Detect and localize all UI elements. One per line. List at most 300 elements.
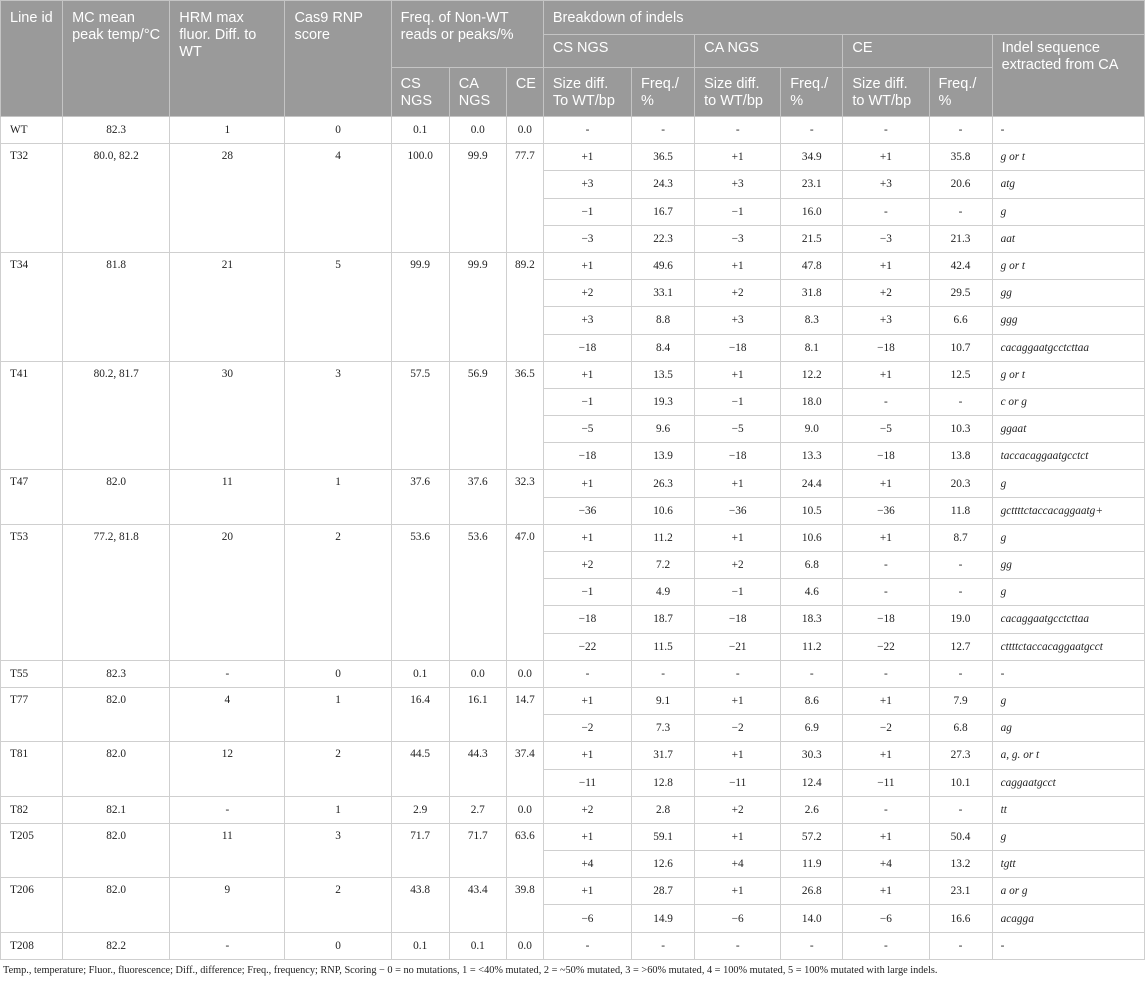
freq-pct-cs-cell: - — [632, 660, 695, 687]
freq-pct-cs-cell: 7.2 — [632, 552, 695, 579]
header-size-ce: Size diff. to WT/bp — [843, 68, 929, 117]
freq-pct-ce-cell: 12.5 — [929, 361, 992, 388]
indel-sequence-cell: ag — [992, 715, 1144, 742]
size-cs-cell: +1 — [543, 524, 631, 551]
size-cs-cell: −1 — [543, 388, 631, 415]
hrm-diff-cell: 11 — [170, 823, 285, 877]
cas9-score-cell: 2 — [285, 742, 391, 796]
hrm-diff-cell: 9 — [170, 878, 285, 932]
size-ca-cell: +1 — [695, 144, 781, 171]
freq-pct-ca-cell: 16.0 — [781, 198, 843, 225]
size-ca-cell: +2 — [695, 552, 781, 579]
freq-pct-ce-cell: 8.7 — [929, 524, 992, 551]
size-cs-cell: +4 — [543, 851, 631, 878]
size-cs-cell: −2 — [543, 715, 631, 742]
freq-pct-cs-cell: 8.8 — [632, 307, 695, 334]
table-footnote: Temp., temperature; Fluor., fluorescence; Diff., difference; Freq., frequency; RNP, Scoring − 0 = no mutations, 1 = <40% mutated, 2 = ~50% mutated, 3 = >60% mutated, 4 = 100% mutated, 5 = 100% mutated with large indels. — [3, 964, 938, 976]
size-cs-cell: −1 — [543, 579, 631, 606]
freq-ca-cell: 0.0 — [449, 660, 506, 687]
indel-sequence-cell: cttttctaccacaggaatgcct — [992, 633, 1144, 660]
freq-pct-ce-cell: 35.8 — [929, 144, 992, 171]
table-row — [1, 932, 1145, 959]
header-freq-ce: CE — [506, 68, 543, 117]
mc-temp-cell: 82.1 — [63, 796, 170, 823]
freq-pct-cs-cell: 33.1 — [632, 280, 695, 307]
size-ca-cell: +3 — [695, 171, 781, 198]
freq-cs-cell: 0.1 — [391, 932, 449, 959]
size-ce-cell: +1 — [843, 524, 929, 551]
freq-pct-ce-cell: - — [929, 579, 992, 606]
freq-pct-ca-cell: 23.1 — [781, 171, 843, 198]
freq-ce-cell: 36.5 — [506, 361, 543, 470]
cas9-score-cell: 1 — [285, 796, 391, 823]
freq-pct-ce-cell: 23.1 — [929, 878, 992, 905]
size-ca-cell: +1 — [695, 361, 781, 388]
indel-sequence-cell: g or t — [992, 144, 1144, 171]
freq-pct-ca-cell: 11.9 — [781, 851, 843, 878]
size-ca-cell: −21 — [695, 633, 781, 660]
freq-pct-cs-cell: 13.9 — [632, 443, 695, 470]
indel-sequence-cell: g — [992, 524, 1144, 551]
size-cs-cell: +1 — [543, 144, 631, 171]
line-id-cell: T206 — [1, 878, 63, 932]
freq-ce-cell: 0.0 — [506, 796, 543, 823]
freq-pct-cs-cell: 36.5 — [632, 144, 695, 171]
size-ce-cell: −6 — [843, 905, 929, 932]
freq-cs-cell: 37.6 — [391, 470, 449, 524]
freq-pct-ca-cell: 26.8 — [781, 878, 843, 905]
freq-ce-cell: 14.7 — [506, 687, 543, 741]
size-ce-cell: −18 — [843, 606, 929, 633]
size-ca-cell: −1 — [695, 198, 781, 225]
size-cs-cell: +3 — [543, 171, 631, 198]
line-id-cell: T77 — [1, 687, 63, 741]
size-ca-cell: +1 — [695, 470, 781, 497]
freq-ce-cell: 39.8 — [506, 878, 543, 932]
line-id-cell: T55 — [1, 660, 63, 687]
freq-ce-cell: 32.3 — [506, 470, 543, 524]
size-cs-cell: −11 — [543, 769, 631, 796]
freq-ce-cell: 89.2 — [506, 252, 543, 361]
header-breakdown-ce: CE — [843, 35, 992, 68]
size-ce-cell: +1 — [843, 687, 929, 714]
size-ce-cell: - — [843, 198, 929, 225]
header-breakdown-ca: CA NGS — [695, 35, 843, 68]
mc-temp-cell: 82.0 — [63, 470, 170, 524]
cas9-score-cell: 3 — [285, 361, 391, 470]
indel-sequence-cell: cacaggaatgcctcttaa — [992, 334, 1144, 361]
size-cs-cell: −18 — [543, 443, 631, 470]
freq-pct-ca-cell: 8.3 — [781, 307, 843, 334]
indel-sequence-cell: g — [992, 687, 1144, 714]
freq-pct-ca-cell: 21.5 — [781, 225, 843, 252]
hrm-diff-cell: - — [170, 796, 285, 823]
hrm-diff-cell: - — [170, 932, 285, 959]
freq-pct-cs-cell: 9.1 — [632, 687, 695, 714]
size-cs-cell: +1 — [543, 687, 631, 714]
freq-pct-cs-cell: 13.5 — [632, 361, 695, 388]
freq-pct-ce-cell: 6.6 — [929, 307, 992, 334]
cas9-score-cell: 2 — [285, 878, 391, 932]
size-ca-cell: −36 — [695, 497, 781, 524]
indel-sequence-cell: a, g. or t — [992, 742, 1144, 769]
freq-ce-cell: 47.0 — [506, 524, 543, 660]
size-ca-cell: −18 — [695, 606, 781, 633]
header-freq-pct-ce: Freq./ % — [929, 68, 992, 117]
freq-pct-ca-cell: 4.6 — [781, 579, 843, 606]
freq-cs-cell: 100.0 — [391, 144, 449, 253]
freq-pct-cs-cell: 18.7 — [632, 606, 695, 633]
freq-pct-cs-cell: 7.3 — [632, 715, 695, 742]
freq-pct-ca-cell: 24.4 — [781, 470, 843, 497]
size-ca-cell: −11 — [695, 769, 781, 796]
freq-pct-cs-cell: 16.7 — [632, 198, 695, 225]
freq-pct-cs-cell: - — [632, 932, 695, 959]
size-ce-cell: - — [843, 117, 929, 144]
freq-pct-ca-cell: 31.8 — [781, 280, 843, 307]
size-ce-cell: - — [843, 388, 929, 415]
freq-pct-ca-cell: 10.5 — [781, 497, 843, 524]
freq-pct-ce-cell: - — [929, 198, 992, 225]
freq-ca-cell: 99.9 — [449, 144, 506, 253]
indel-sequence-cell: tgtt — [992, 851, 1144, 878]
size-ca-cell: −1 — [695, 388, 781, 415]
cas9-score-cell: 1 — [285, 470, 391, 524]
indel-sequence-cell: acagga — [992, 905, 1144, 932]
freq-pct-ce-cell: - — [929, 388, 992, 415]
freq-pct-cs-cell: 10.6 — [632, 497, 695, 524]
freq-pct-ca-cell: 18.3 — [781, 606, 843, 633]
header-size-ca: Size diff. to WT/bp — [695, 68, 781, 117]
hrm-diff-cell: - — [170, 660, 285, 687]
header-indel-sequence: Indel sequence extracted from CA — [992, 35, 1144, 117]
freq-pct-cs-cell: 11.5 — [632, 633, 695, 660]
freq-pct-ca-cell: - — [781, 660, 843, 687]
freq-pct-ce-cell: 11.8 — [929, 497, 992, 524]
size-ca-cell: −1 — [695, 579, 781, 606]
indel-sequence-cell: - — [992, 117, 1144, 144]
table-row — [1, 252, 1145, 279]
hrm-diff-cell: 1 — [170, 117, 285, 144]
size-cs-cell: +1 — [543, 742, 631, 769]
cas9-score-cell: 0 — [285, 660, 391, 687]
header-breakdown-cs: CS NGS — [543, 35, 694, 68]
freq-ca-cell: 0.1 — [449, 932, 506, 959]
size-ca-cell: - — [695, 660, 781, 687]
header-freq-group: Freq. of Non-WT reads or peaks/% — [391, 1, 543, 68]
size-ca-cell: −5 — [695, 416, 781, 443]
freq-pct-ce-cell: - — [929, 660, 992, 687]
header-freq-ca: CA NGS — [449, 68, 506, 117]
table-row — [1, 660, 1145, 687]
cas9-score-cell: 0 — [285, 117, 391, 144]
freq-pct-ca-cell: 12.2 — [781, 361, 843, 388]
cas9-score-cell: 2 — [285, 524, 391, 660]
mc-temp-cell: 82.2 — [63, 932, 170, 959]
indel-sequence-cell: - — [992, 932, 1144, 959]
freq-pct-ce-cell: 16.6 — [929, 905, 992, 932]
size-cs-cell: +1 — [543, 878, 631, 905]
size-ce-cell: −11 — [843, 769, 929, 796]
freq-pct-ca-cell: 8.1 — [781, 334, 843, 361]
size-ce-cell: +1 — [843, 252, 929, 279]
mc-temp-cell: 82.3 — [63, 117, 170, 144]
freq-pct-ca-cell: 12.4 — [781, 769, 843, 796]
line-id-cell: T34 — [1, 252, 63, 361]
table-body — [1, 117, 1145, 960]
mc-temp-cell: 80.0, 82.2 — [63, 144, 170, 253]
size-cs-cell: +2 — [543, 552, 631, 579]
freq-cs-cell: 0.1 — [391, 117, 449, 144]
size-ce-cell: - — [843, 796, 929, 823]
freq-ca-cell: 56.9 — [449, 361, 506, 470]
line-id-cell: T81 — [1, 742, 63, 796]
freq-pct-cs-cell: 9.6 — [632, 416, 695, 443]
freq-pct-ca-cell: 57.2 — [781, 823, 843, 850]
size-cs-cell: +2 — [543, 796, 631, 823]
freq-pct-ce-cell: 50.4 — [929, 823, 992, 850]
indel-sequence-cell: g — [992, 823, 1144, 850]
table-row — [1, 524, 1145, 551]
freq-pct-ce-cell: - — [929, 796, 992, 823]
header-mc-temp: MC mean peak temp/°C — [63, 1, 170, 117]
freq-pct-ca-cell: - — [781, 117, 843, 144]
cas9-score-cell: 0 — [285, 932, 391, 959]
line-id-cell: WT — [1, 117, 63, 144]
size-ca-cell: - — [695, 932, 781, 959]
hrm-diff-cell: 12 — [170, 742, 285, 796]
size-ca-cell: −3 — [695, 225, 781, 252]
size-ce-cell: +1 — [843, 144, 929, 171]
freq-pct-cs-cell: 59.1 — [632, 823, 695, 850]
mc-temp-cell: 82.0 — [63, 742, 170, 796]
freq-pct-cs-cell: - — [632, 117, 695, 144]
indel-sequence-cell: caggaatgcct — [992, 769, 1144, 796]
size-ca-cell: −18 — [695, 443, 781, 470]
size-ce-cell: +1 — [843, 742, 929, 769]
header-cas9-score: Cas9 RNP score — [285, 1, 391, 117]
hrm-diff-cell: 30 — [170, 361, 285, 470]
size-ce-cell: +3 — [843, 171, 929, 198]
mc-temp-cell: 82.0 — [63, 823, 170, 877]
table-header — [1, 1, 1145, 117]
freq-pct-cs-cell: 22.3 — [632, 225, 695, 252]
mc-temp-cell: 82.0 — [63, 878, 170, 932]
size-cs-cell: +3 — [543, 307, 631, 334]
size-ce-cell: +1 — [843, 823, 929, 850]
freq-pct-ca-cell: 2.6 — [781, 796, 843, 823]
freq-pct-ce-cell: - — [929, 932, 992, 959]
freq-pct-ca-cell: 8.6 — [781, 687, 843, 714]
freq-pct-ca-cell: 10.6 — [781, 524, 843, 551]
indel-sequence-cell: taccacaggaatgcctct — [992, 443, 1144, 470]
header-freq-pct-cs: Freq./ % — [632, 68, 695, 117]
line-id-cell: T53 — [1, 524, 63, 660]
freq-pct-ce-cell: 6.8 — [929, 715, 992, 742]
freq-pct-ca-cell: - — [781, 932, 843, 959]
freq-pct-ca-cell: 9.0 — [781, 416, 843, 443]
freq-pct-cs-cell: 31.7 — [632, 742, 695, 769]
freq-pct-ca-cell: 30.3 — [781, 742, 843, 769]
freq-cs-cell: 16.4 — [391, 687, 449, 741]
freq-pct-ca-cell: 6.9 — [781, 715, 843, 742]
mc-temp-cell: 82.3 — [63, 660, 170, 687]
table-row — [1, 117, 1145, 144]
size-cs-cell: - — [543, 932, 631, 959]
table-row — [1, 878, 1145, 905]
header-line-id: Line id — [1, 1, 63, 117]
freq-pct-ca-cell: 13.3 — [781, 443, 843, 470]
freq-ce-cell: 0.0 — [506, 660, 543, 687]
freq-pct-cs-cell: 24.3 — [632, 171, 695, 198]
size-ce-cell: +1 — [843, 878, 929, 905]
freq-pct-ce-cell: 20.6 — [929, 171, 992, 198]
size-cs-cell: −3 — [543, 225, 631, 252]
size-ce-cell: +3 — [843, 307, 929, 334]
size-ce-cell: +4 — [843, 851, 929, 878]
line-id-cell: T47 — [1, 470, 63, 524]
size-ca-cell: - — [695, 117, 781, 144]
size-ca-cell: −18 — [695, 334, 781, 361]
freq-pct-ce-cell: 27.3 — [929, 742, 992, 769]
header-hrm: HRM max fluor. Diff. to WT — [170, 1, 285, 117]
header-freq-cs: CS NGS — [391, 68, 449, 117]
line-id-cell: T205 — [1, 823, 63, 877]
size-ce-cell: −5 — [843, 416, 929, 443]
size-ca-cell: −2 — [695, 715, 781, 742]
indel-sequence-cell: tt — [992, 796, 1144, 823]
table-row — [1, 742, 1145, 769]
hrm-diff-cell: 4 — [170, 687, 285, 741]
indel-sequence-cell: - — [992, 660, 1144, 687]
freq-pct-ca-cell: 6.8 — [781, 552, 843, 579]
indel-sequence-cell: g — [992, 470, 1144, 497]
size-cs-cell: +1 — [543, 361, 631, 388]
freq-ce-cell: 37.4 — [506, 742, 543, 796]
size-cs-cell: - — [543, 660, 631, 687]
hrm-diff-cell: 21 — [170, 252, 285, 361]
size-ca-cell: +1 — [695, 252, 781, 279]
table-row — [1, 823, 1145, 850]
indel-sequence-cell: cacaggaatgcctcttaa — [992, 606, 1144, 633]
freq-ce-cell: 0.0 — [506, 932, 543, 959]
freq-pct-cs-cell: 28.7 — [632, 878, 695, 905]
indel-sequence-cell: c or g — [992, 388, 1144, 415]
size-ca-cell: +1 — [695, 524, 781, 551]
size-ce-cell: −36 — [843, 497, 929, 524]
size-cs-cell: −1 — [543, 198, 631, 225]
indel-sequence-cell: a or g — [992, 878, 1144, 905]
header-freq-pct-ca: Freq./ % — [781, 68, 843, 117]
indel-sequence-cell: gg — [992, 552, 1144, 579]
size-ce-cell: - — [843, 660, 929, 687]
line-id-cell: T82 — [1, 796, 63, 823]
table-row — [1, 687, 1145, 714]
size-ce-cell: −3 — [843, 225, 929, 252]
size-cs-cell: −6 — [543, 905, 631, 932]
freq-pct-ce-cell: 10.7 — [929, 334, 992, 361]
indel-sequence-cell: atg — [992, 171, 1144, 198]
freq-cs-cell: 2.9 — [391, 796, 449, 823]
freq-pct-ce-cell: 13.8 — [929, 443, 992, 470]
size-cs-cell: −18 — [543, 606, 631, 633]
size-cs-cell: +1 — [543, 823, 631, 850]
size-ca-cell: +4 — [695, 851, 781, 878]
hrm-diff-cell: 11 — [170, 470, 285, 524]
freq-pct-cs-cell: 4.9 — [632, 579, 695, 606]
freq-ca-cell: 37.6 — [449, 470, 506, 524]
freq-pct-ce-cell: 42.4 — [929, 252, 992, 279]
size-ca-cell: +2 — [695, 796, 781, 823]
size-cs-cell: −36 — [543, 497, 631, 524]
size-ce-cell: +2 — [843, 280, 929, 307]
size-cs-cell: +1 — [543, 470, 631, 497]
freq-pct-ce-cell: 10.3 — [929, 416, 992, 443]
freq-cs-cell: 44.5 — [391, 742, 449, 796]
freq-ca-cell: 99.9 — [449, 252, 506, 361]
header-breakdown: Breakdown of indels — [543, 1, 1144, 35]
freq-ca-cell: 2.7 — [449, 796, 506, 823]
freq-cs-cell: 43.8 — [391, 878, 449, 932]
size-cs-cell: −18 — [543, 334, 631, 361]
size-ca-cell: +1 — [695, 687, 781, 714]
freq-ca-cell: 43.4 — [449, 878, 506, 932]
mc-temp-cell: 81.8 — [63, 252, 170, 361]
indel-sequence-cell: g — [992, 579, 1144, 606]
indel-sequence-cell: ggaat — [992, 416, 1144, 443]
freq-pct-cs-cell: 19.3 — [632, 388, 695, 415]
freq-pct-ce-cell: - — [929, 552, 992, 579]
freq-pct-cs-cell: 12.6 — [632, 851, 695, 878]
freq-cs-cell: 71.7 — [391, 823, 449, 877]
size-ca-cell: +1 — [695, 823, 781, 850]
freq-pct-ce-cell: 12.7 — [929, 633, 992, 660]
table-row — [1, 361, 1145, 388]
size-ce-cell: −18 — [843, 334, 929, 361]
line-id-cell: T208 — [1, 932, 63, 959]
table-row — [1, 470, 1145, 497]
line-id-cell: T41 — [1, 361, 63, 470]
freq-pct-cs-cell: 26.3 — [632, 470, 695, 497]
freq-pct-ca-cell: 34.9 — [781, 144, 843, 171]
freq-cs-cell: 0.1 — [391, 660, 449, 687]
indel-sequence-cell: ggg — [992, 307, 1144, 334]
cas9-score-cell: 5 — [285, 252, 391, 361]
freq-pct-cs-cell: 14.9 — [632, 905, 695, 932]
table-row — [1, 796, 1145, 823]
size-ca-cell: −6 — [695, 905, 781, 932]
size-cs-cell: +1 — [543, 252, 631, 279]
freq-cs-cell: 99.9 — [391, 252, 449, 361]
freq-pct-cs-cell: 12.8 — [632, 769, 695, 796]
freq-ca-cell: 53.6 — [449, 524, 506, 660]
hrm-diff-cell: 28 — [170, 144, 285, 253]
freq-pct-ce-cell: 7.9 — [929, 687, 992, 714]
freq-pct-ce-cell: - — [929, 117, 992, 144]
freq-ce-cell: 77.7 — [506, 144, 543, 253]
freq-pct-ca-cell: 47.8 — [781, 252, 843, 279]
size-cs-cell: +2 — [543, 280, 631, 307]
indel-sequence-cell: g or t — [992, 361, 1144, 388]
size-ce-cell: - — [843, 932, 929, 959]
indel-sequence-cell: g — [992, 198, 1144, 225]
header-size-cs: Size diff. To WT/bp — [543, 68, 631, 117]
size-ce-cell: +1 — [843, 361, 929, 388]
freq-ca-cell: 0.0 — [449, 117, 506, 144]
size-ce-cell: −18 — [843, 443, 929, 470]
freq-pct-cs-cell: 49.6 — [632, 252, 695, 279]
freq-pct-ce-cell: 10.1 — [929, 769, 992, 796]
